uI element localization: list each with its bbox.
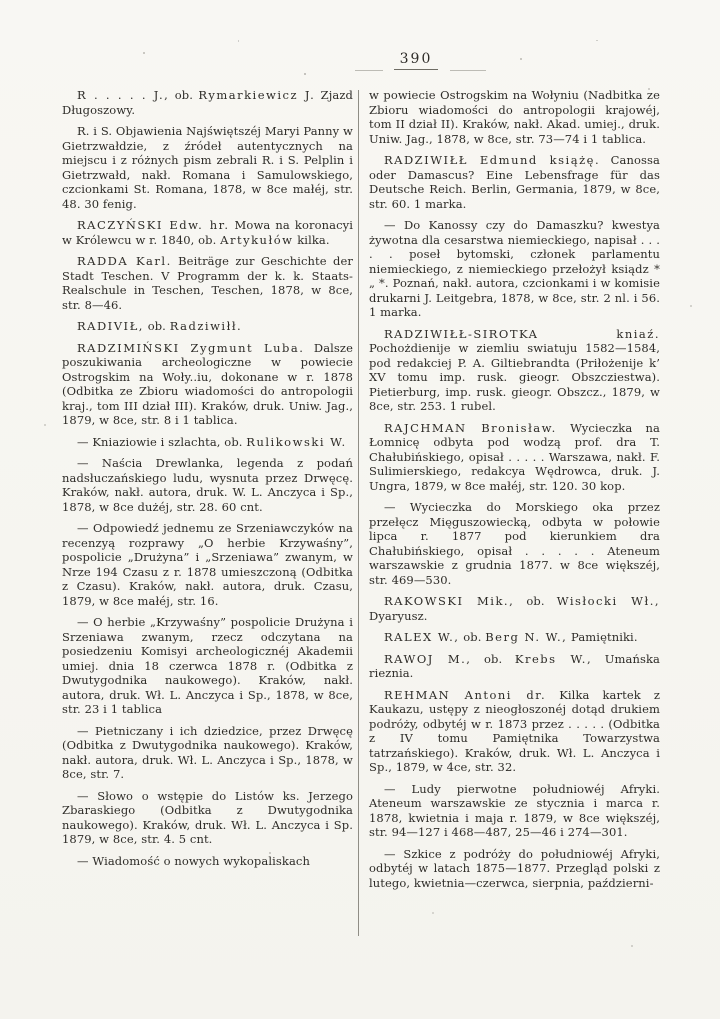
entry-text: ob. [459, 630, 486, 644]
scan-speck [631, 945, 633, 947]
bibliography-entry [62, 254, 353, 312]
bibliography-entry [62, 789, 353, 847]
entry-text: — Pietniczany i ich dziedzice, przez Drwęcę (Odbitka z Dwutygodnika naukowego). Kraków, nakł. autora, druk. Wł. L. Anczyca i Sp., 1878, w 8ce, str. 7. [62, 723, 353, 781]
entry-text: — Do Kanossy czy do Damaszku? kwestya żywotna dla cesarstwa niemieckiego, napisał . . . . . poseł bytomski, członek parlamentu niemieckiego, z niemieckiego przełożył ksiądz * „ *. Poznań, nakł. autora, czcionkami i w komisie drukarni J. Leitgebra, 1878, w 8ce, str. 2 nl. i 56. 1 marka. [369, 218, 660, 319]
bibliography-entry [62, 88, 353, 117]
entry-text: Zjazd Długoszowy. [62, 88, 353, 117]
entry-name: Wisłocki Wł., [556, 594, 660, 608]
page-number: 390 [394, 51, 439, 70]
header-rule-fragment [355, 70, 383, 71]
entry-text: Pamiętniki. [567, 630, 638, 644]
entry-text: Dalsze poszukiwania archeologiczne w powiecie Ostrogskim na Woły..iu, dokonane w r. 1878 (Odbitka ze Zbioru wiadomości do antropologii kraj., tom III dział III). Kraków, druk. Uniw. Jag., 1879, w 8ce, str. 8 i 1 tablica. [62, 340, 353, 427]
entry-text: R. i S. Objawienia Najświętszéj Maryi Panny w Gietrzwałdzie, z źródeł autentycznych na miejscu i z różnych pism zebrali R. i S. Pelplin i Gietrzwałd, nakł. Romana i Samulowskiego, czcionkami St. Romana, 1878, w 8ce małéj, str. 48. 30 fenig. [62, 124, 353, 211]
entry-name: RADZIWIŁŁ-SIROTKA kniaź. [384, 326, 660, 341]
bibliography-entry [369, 421, 660, 494]
scan-speck [304, 73, 306, 75]
bibliography-entry [369, 847, 660, 891]
bibliography-entry [369, 153, 660, 211]
scan-speck [596, 40, 598, 41]
bibliography-entry [369, 218, 660, 320]
entry-text: Umańska rieznia. [369, 651, 660, 680]
bibliography-entry [369, 594, 660, 623]
entry-text: — Wycieczka do Morskiego oka przez przełęcz Mięguszowiecką, odbyta w połowie lipca r. 1877 pod kierunkiem dra Chałubińskiego, opisał . . . . . Ateneum warszawskie z grudnia 1877. w 8ce większéj, str. 469—530. [369, 500, 660, 587]
entry-text: Mowa na koronacyi w Królewcu w r. 1840, ob. [62, 218, 353, 247]
bibliography-entry [62, 615, 353, 717]
entry-name: RAKOWSKI Mik., [384, 594, 515, 608]
entry-name: RACZYŃSKI Edw. hr. [77, 218, 230, 232]
entry-text: — Ludy pierwotne południowéj Afryki. Ateneum warszawskie ze stycznia i marca r. 1878, kwietnia i maja r. 1879, w 8ce większéj, str. 94—127 i 468—487, 25—46 i 274—301. [369, 781, 660, 839]
scan-speck [648, 88, 650, 90]
entry-name: Krebs W., [514, 651, 593, 666]
entry-text: Canossa oder Damascus? Eine Lebensfrage für das Deutsche Reich. Berlin, Germania, 1879, w 8ce, str. 60. 1 marka. [369, 153, 660, 211]
entry-name: Radziwiłł. [169, 319, 243, 333]
entry-name: REHMAN Antoni dr. [384, 687, 547, 702]
entry-text: Kilka kartek z Kaukazu, ustępy z nieogłoszonéj dotąd drukiem podróży, odbytéj w r. 1873 przez . . . . . (Odbitka z IV tomu Pamiętnika Towarzystwa tatrzańskiego). Kraków, druk. Wł. L. Anczyca i Sp., 1879, w 4ce, str. 32. [369, 687, 660, 774]
bibliography-entry [62, 456, 353, 514]
bibliography-entry [62, 319, 353, 334]
entry-text: — Kniaziowie i szlachta, ob. [77, 434, 247, 449]
entry-name: R . . . . . J., [77, 88, 170, 102]
entry-text: — Naścia Drewlanka, legenda z podań nadsłuczańskiego ludu, wysnuta przez Drwęcę. Kraków, nakł. autora, druk. W. L. Anczyca i Sp., 1878, w 8ce dużéj, str. 28. 60 cnt. [62, 456, 353, 514]
scan-speck [269, 852, 271, 854]
entry-text: Pochożdienije w ziemliu swiatuju 1582—1584, pod redakciej P. A. Giltiebrandta (Priłożenije k’ XV tomu imp. rusk. gieogr. Obszcziestwa). Pietierburg, imp. rusk. gieogr. Obszcz., 1879, w 8ce, str. 253. 1 rubel. [369, 341, 660, 413]
bibliography-entry [369, 327, 660, 414]
bibliography-entry [62, 341, 353, 428]
entry-name: RADZIMIŃSKI Zygmunt Luba. [77, 340, 305, 355]
entry-text: — Wiadomość o nowych wykopaliskach [77, 853, 310, 868]
bibliography-entry [62, 521, 353, 608]
bibliography-entry [369, 630, 660, 645]
entry-name: RADZIWIŁŁ Edmund książę. [384, 153, 601, 167]
scan-speck [143, 52, 145, 54]
page-header [384, 48, 448, 70]
bibliography-entry [62, 218, 353, 247]
entry-name: Rymarkiewicz J. [198, 88, 316, 102]
entry-name: Artykułów [220, 232, 294, 247]
scan-speck [520, 58, 522, 60]
entry-text: ob. [514, 594, 557, 608]
entry-text: — Szkice z podróży do południowéj Afryki, odbytéj w latach 1875—1877. Przegląd polski z lutego, kwietnia—czerwca, sierpnia, październi- [369, 846, 660, 890]
entry-text: ob. [169, 88, 199, 102]
bibliography-entry [369, 782, 660, 840]
entry-name: RALEX W., [384, 630, 460, 644]
header-rule-fragment [450, 70, 486, 71]
bibliography-entry [62, 124, 353, 211]
text-block [62, 88, 660, 897]
entry-text: — O herbie „Krzywaśny” pospolicie Drużyna i Srzeniawa zwanym, rzecz odczytana na posiedzeniu Komisyi archeologicznéj Akademii umiej. dnia 18 czerwca 1878 r. (Odbitka z Dwutygodnika naukowego). Kraków, nakł. autora, druk. Wł. L. Anczyca i Sp., 1878, w 8ce, str. 23 i 1 tablica [62, 615, 353, 716]
entry-name: RADIVIŁ, [77, 319, 144, 333]
entry-text: w powiecie Ostrogskim na Wołyniu (Nadbitka ze Zbioru wiadomości do antropologii krajowéj, tom II dział II). Kraków, nakł. Akad. umiej., druk. Uniw. Jag., 1878, w 8ce, str. 73—74 i 1 tablica. [369, 88, 660, 146]
column-right [369, 88, 660, 897]
bibliography-entry [369, 500, 660, 587]
entry-text: — Słowo o wstępie do Listów ks. Jerzego Zbaraskiego (Odbitka z Dwutygodnika naukowego). Kraków, druk. Wł. L. Anczyca i Sp. 1879, w 8ce, str. 4. 5 cnt. [62, 788, 353, 846]
entry-text: Dyaryusz. [369, 608, 428, 623]
entry-text: ob. [471, 651, 515, 666]
entry-text: — Odpowiedź jednemu ze Srzeniawczyków na recenzyą rozprawy „O herbie Krzywaśny”, pospolicie „Drużyna” i „Srzeniawa” zwanym, w Nrze 194 Czasu z r. 1878 umieszczoną (Odbitka z Czasu). Kraków, nakł. autora, druk. Czasu, 1879, w 8ce małéj, str. 16. [62, 521, 353, 608]
entry-text: kilka. [293, 232, 330, 247]
column-left [62, 88, 353, 897]
bibliography-entry [62, 854, 353, 869]
entry-text: ob. [143, 319, 170, 333]
bibliography-entry [62, 435, 353, 450]
entry-name: RADDA Karl. [77, 254, 172, 268]
bibliography-entry [369, 688, 660, 775]
entry-name: RAWOJ M., [384, 651, 472, 666]
bibliography-entry [62, 724, 353, 782]
entry-name: Rulikowski W. [246, 434, 347, 449]
entry-name: RAJCHMAN Bronisław. [384, 420, 557, 435]
bibliography-entry [369, 88, 660, 146]
scan-speck [238, 40, 239, 42]
scan-speck [690, 305, 692, 307]
entry-text: Wycieczka na Łomnicę odbyta pod wodzą prof. dra T. Chałubińskiego, opisał . . . . . Warszawa, nakł. F. Sulimierskiego, redakcya Wędrowca, druk. J. Ungra, 1879, w 8ce małéj, str. 120. 30 kop. [369, 420, 661, 493]
entry-name: Berg N. W., [485, 630, 568, 644]
entry-text: Beiträge zur Geschichte der Stadt Teschen. V Programm der k. k. Staats-Realschule in Teschen, Teschen, 1878, w 8ce, str. 8—46. [62, 254, 353, 312]
scan-speck [432, 912, 434, 914]
bibliography-entry [369, 652, 660, 681]
scan-speck [44, 424, 46, 426]
